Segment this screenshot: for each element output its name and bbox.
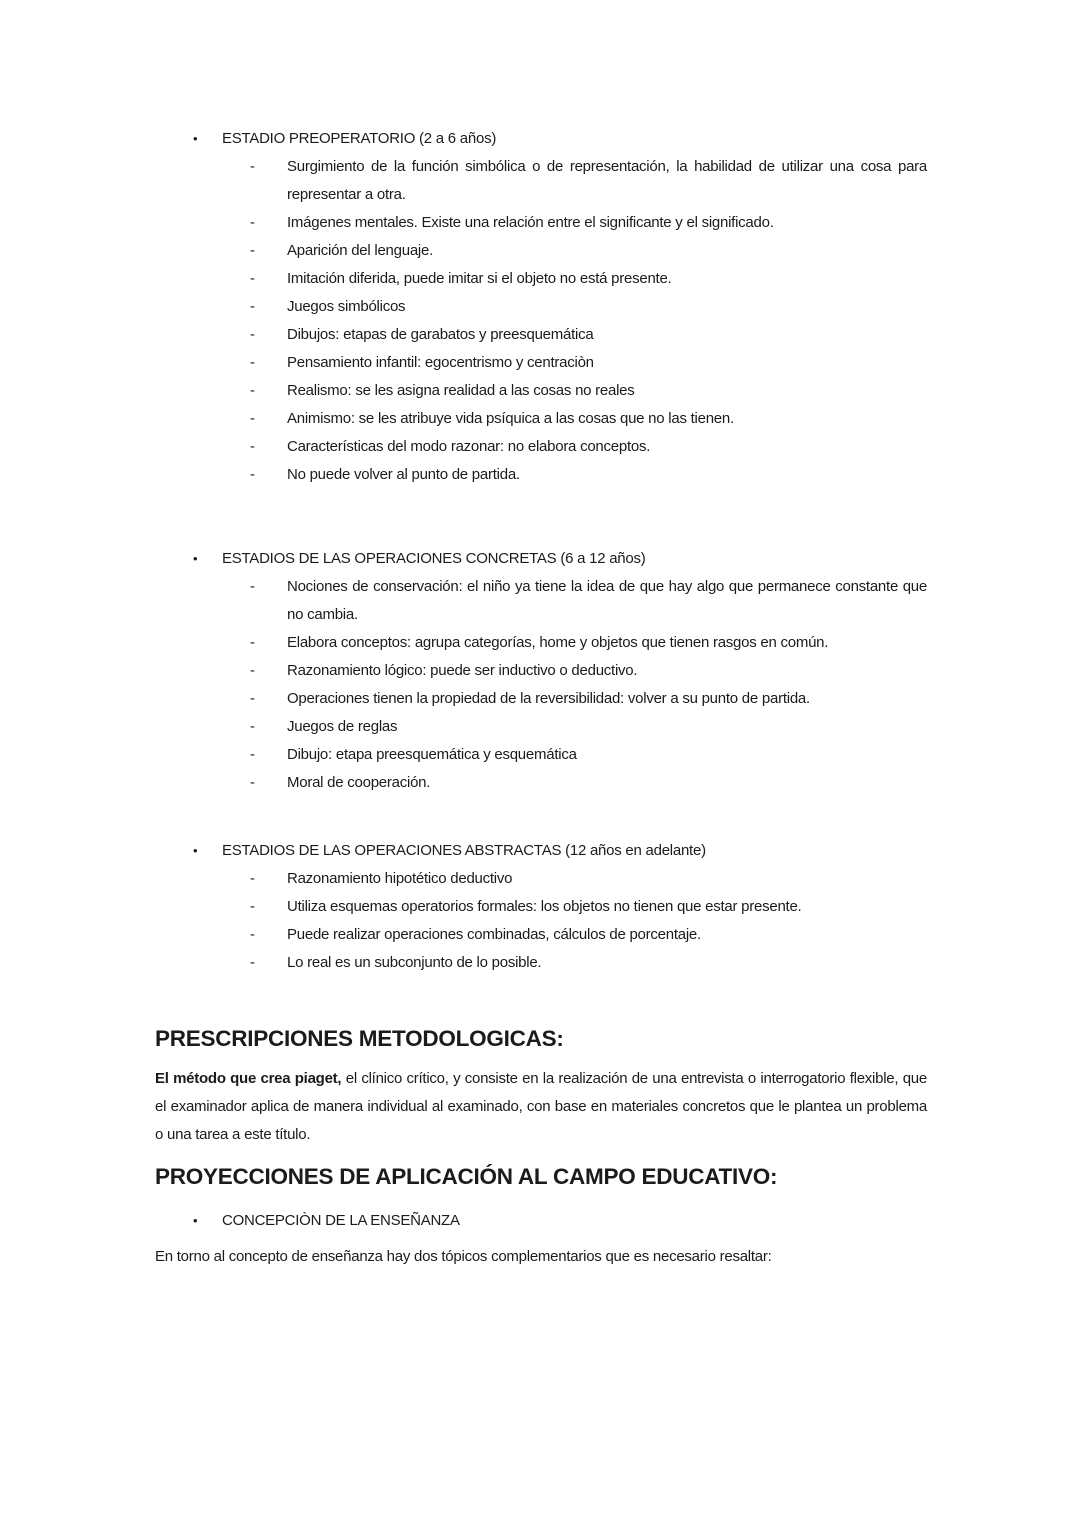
dash-bullet-icon: - — [250, 578, 255, 595]
list-item-text: Lo real es un subconjunto de lo posible. — [287, 954, 542, 971]
list-item — [250, 321, 927, 349]
dash-bullet-icon: - — [250, 662, 255, 679]
list-item — [250, 433, 927, 461]
section-title: ESTADIOS DE LAS OPERACIONES ABSTRACTAS (12 años en adelante) — [222, 842, 706, 859]
list-item — [250, 349, 927, 377]
bullet-item-label: CONCEPCIÒN DE LA ENSEÑANZA — [222, 1212, 460, 1229]
paragraph-metodo-piaget — [155, 1065, 927, 1149]
list-item-text: Moral de cooperación. — [287, 774, 431, 791]
dash-bullet-icon: - — [250, 634, 255, 651]
dash-bullet-icon: - — [250, 690, 255, 707]
list-item-text: Juegos simbólicos — [287, 298, 406, 315]
list-item-text: Nociones de conservación: el niño ya tiene la idea de que hay algo que permanece constante que no cambia. — [287, 578, 927, 623]
list-item — [250, 741, 927, 769]
list-item-text: Dibujos: etapas de garabatos y preesquemática — [287, 326, 594, 343]
list-item-text: No puede volver al punto de partida. — [287, 466, 520, 483]
dash-bullet-icon: - — [250, 298, 255, 315]
bullet-icon: • — [193, 843, 198, 858]
dash-bullet-icon: - — [250, 214, 255, 231]
dash-bullet-icon: - — [250, 270, 255, 287]
section-title-row — [155, 545, 927, 573]
heading-proyecciones-aplicacion: PROYECCIONES DE APLICACIÓN AL CAMPO EDUCATIVO: — [155, 1164, 778, 1189]
section-title: ESTADIOS DE LAS OPERACIONES CONCRETAS (6 a 12 años) — [222, 550, 646, 567]
list-item-text: Imágenes mentales. Existe una relación entre el significante y el significado. — [287, 214, 774, 231]
list-item — [250, 153, 927, 209]
dash-bullet-icon: - — [250, 326, 255, 343]
list-item — [250, 657, 927, 685]
section-title: ESTADIO PREOPERATORIO (2 a 6 años) — [222, 130, 497, 147]
paragraph-lead-bold: El método que crea piaget, — [155, 1070, 342, 1087]
list-item-text: Aparición del lenguaje. — [287, 242, 434, 259]
list-item-text: Elabora conceptos: agrupa categorías, home y objetos que tienen rasgos en común. — [287, 634, 829, 651]
list-item-text: Surgimiento de la función simbólica o de representación, la habilidad de utilizar una cosa para representar a otra. — [287, 158, 927, 203]
section-item-list — [155, 573, 927, 797]
section-item-list — [155, 865, 927, 977]
dash-bullet-icon: - — [250, 158, 255, 175]
list-item — [250, 293, 927, 321]
dash-bullet-icon: - — [250, 954, 255, 971]
list-item-text: Animismo: se les atribuye vida psíquica a las cosas que no las tienen. — [287, 410, 734, 427]
heading-prescripciones-metodologicas: PRESCRIPCIONES METODOLOGICAS: — [155, 1026, 564, 1051]
list-item-text: Pensamiento infantil: egocentrismo y centraciòn — [287, 354, 594, 371]
list-item — [250, 685, 927, 713]
dash-bullet-icon: - — [250, 870, 255, 887]
section-operaciones-concretas — [155, 545, 927, 797]
dash-bullet-icon: - — [250, 438, 255, 455]
list-item-text: Características del modo razonar: no elabora conceptos. — [287, 438, 651, 455]
dash-bullet-icon: - — [250, 898, 255, 915]
list-item-text: Juegos de reglas — [287, 718, 398, 735]
list-item — [250, 209, 927, 237]
section-title-row — [155, 837, 927, 865]
section-estadio-preoperatorio — [155, 125, 927, 489]
list-item-text: Dibujo: etapa preesquemática y esquemática — [287, 746, 577, 763]
bullet-concepcion-ensenanza — [155, 1207, 927, 1235]
bullet-icon: • — [193, 131, 198, 146]
dash-bullet-icon: - — [250, 718, 255, 735]
list-item-text: Operaciones tienen la propiedad de la reversibilidad: volver a su punto de partida. — [287, 690, 810, 707]
list-item — [250, 921, 927, 949]
paragraph-body-text: el clínico crítico, y consiste en la realización de una entrevista o interrogatorio flexible, que el examinador aplica de manera individual al examinado, con base en materiales concretos que le plantea un problema o una tarea a este título. — [155, 1070, 927, 1143]
section-item-list — [155, 153, 927, 489]
list-item — [250, 949, 927, 977]
list-item — [250, 893, 927, 921]
dash-bullet-icon: - — [250, 354, 255, 371]
list-item-text: Razonamiento hipotético deductivo — [287, 870, 513, 887]
list-item — [250, 629, 927, 657]
bullet-icon: • — [193, 551, 198, 566]
list-item-text: Utiliza esquemas operatorios formales: los objetos no tienen que estar presente. — [287, 898, 802, 915]
list-item — [250, 769, 927, 797]
list-item — [250, 377, 927, 405]
dash-bullet-icon: - — [250, 410, 255, 427]
list-item-text: Realismo: se les asigna realidad a las cosas no reales — [287, 382, 635, 399]
paragraph-en-torno: En torno al concepto de enseñanza hay dos tópicos complementarios que es necesario resaltar: — [155, 1248, 772, 1265]
dash-bullet-icon: - — [250, 242, 255, 259]
section-operaciones-abstractas — [155, 837, 927, 977]
list-item-text: Razonamiento lógico: puede ser inductivo o deductivo. — [287, 662, 638, 679]
dash-bullet-icon: - — [250, 926, 255, 943]
dash-bullet-icon: - — [250, 466, 255, 483]
section-title-row — [155, 125, 927, 153]
list-item — [250, 573, 927, 629]
dash-bullet-icon: - — [250, 774, 255, 791]
list-item-text: Imitación diferida, puede imitar si el objeto no está presente. — [287, 270, 672, 287]
list-item-text: Puede realizar operaciones combinadas, cálculos de porcentaje. — [287, 926, 701, 943]
list-item — [250, 405, 927, 433]
list-item — [250, 865, 927, 893]
list-item — [250, 237, 927, 265]
bullet-icon: • — [193, 1213, 198, 1228]
list-item — [250, 713, 927, 741]
list-item — [250, 265, 927, 293]
list-item — [250, 461, 927, 489]
dash-bullet-icon: - — [250, 746, 255, 763]
dash-bullet-icon: - — [250, 382, 255, 399]
